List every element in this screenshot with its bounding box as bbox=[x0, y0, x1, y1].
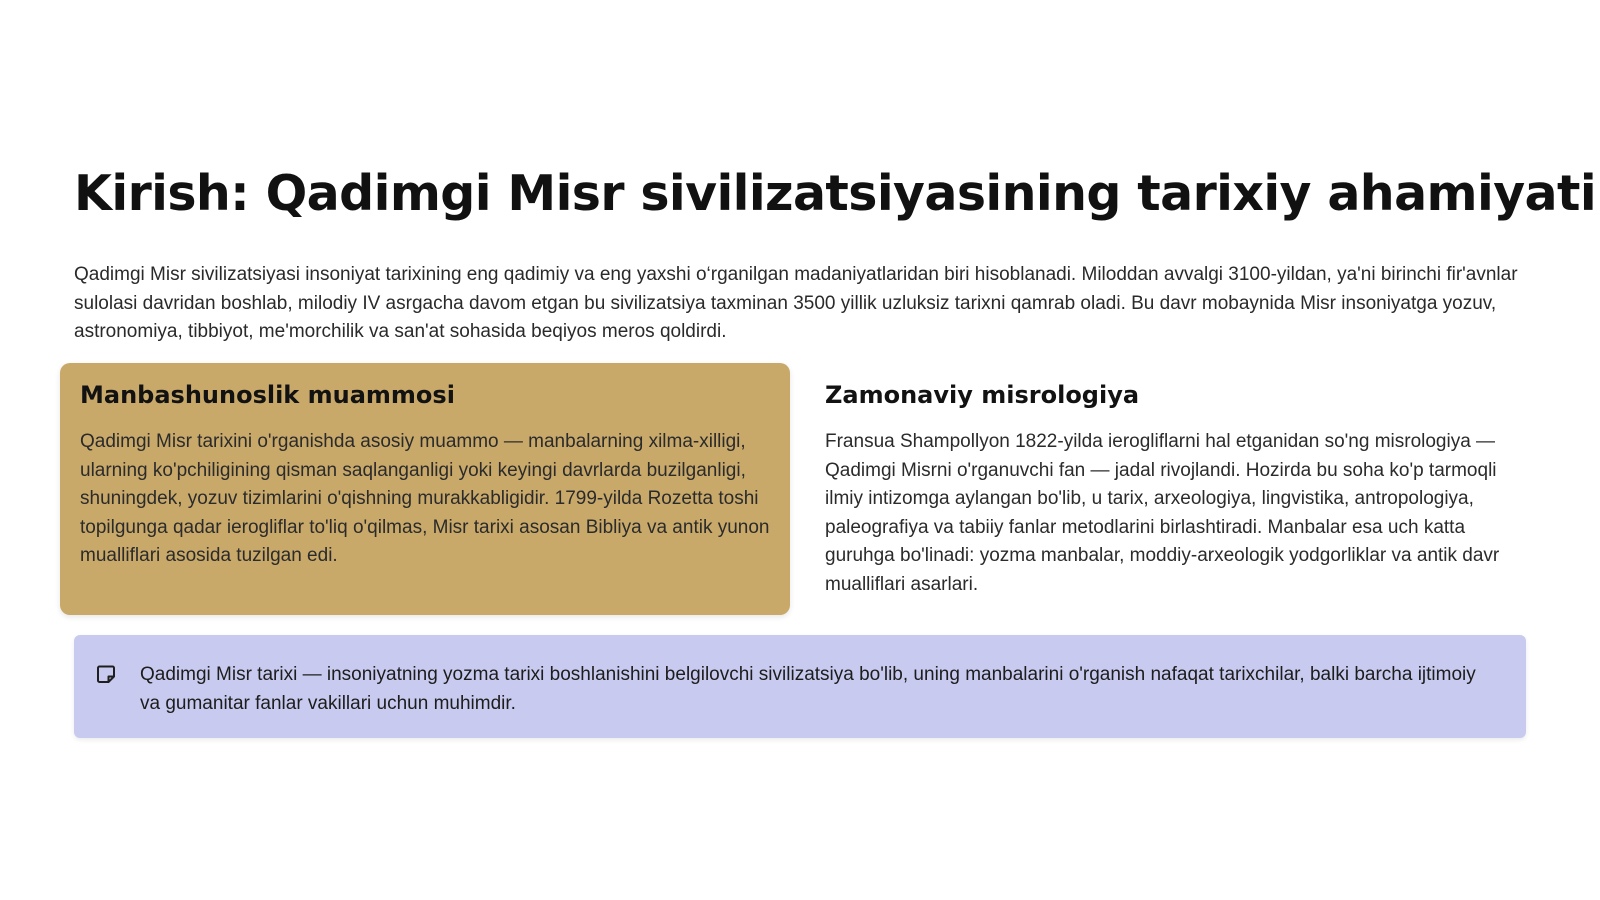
modern-egyptology-heading: Zamonaviy misrologiya bbox=[825, 381, 1140, 409]
sources-problem-text: Qadimgi Misr tarixini o'rganishda asosiy muammo — manbalarning xilma-xilligi, ularning ko'pchiligining qisman saqlanganligi yoki keyingi davrlarda buzilganligi, shuningdek, yozuv tizimlarini o'qishning murakkabligidir. 1799-yilda Rozetta toshi topilgunga qadar ierogliflar to'liq o'qilmas, Misr tarixi asosan Bibliya va antik yunon mualliflari asosida tuzilgan edi. bbox=[80, 431, 770, 566]
sources-problem-heading: Manbashunoslik muammosi bbox=[80, 381, 455, 409]
note-text: Qadimgi Misr tarixi — insoniyatning yozma tarixi boshlanishini belgilovchi sivilizatsiya bo'lib, uning manbalarini o'rganish nafaqat tarixchilar, balki barcha ijtimoiy va gumanitar fanlar vakillari uchun muhimdir. bbox=[140, 664, 1476, 714]
note-icon bbox=[96, 664, 116, 684]
modern-egyptology-section bbox=[825, 363, 1535, 599]
modern-egyptology-text: Fransua Shampollyon 1822-yilda ierogliflarni hal etganidan so'ng misrologiya — Qadimgi Misrni o'rganuvchi fan — jadal rivojlandi. Hozirda bu soha ko'p tarmoqli ilmiy intizomga aylangan bo'lib, u tarix, arxeologiya, lingvistika, antropologiya, paleografiya va tabiiy fanlar metodlarini birlashtiradi. Manbalar esa uch katta guruhga bo'linadi: yozma manbalar, moddiy-arxeologik yodgorliklar va antik davr mualliflari asarlari. bbox=[825, 431, 1500, 595]
sources-problem-card bbox=[60, 363, 790, 615]
slide-title: Kirish: Qadimgi Misr sivilizatsiyasining tarixiy ahamiyati bbox=[74, 165, 1597, 222]
note-callout bbox=[74, 635, 1526, 738]
intro-paragraph: Qadimgi Misr sivilizatsiyasi insoniyat tarixining eng qadimiy va eng yaxshi o‘rganilgan madaniyatlaridan biri hisoblanadi. Miloddan avvalgi 3100-yildan, ya'ni birinchi fir'avnlar sulolasi davridan boshlab, milodiy IV asrgacha davom etgan bu sivilizatsiya taxminan 3500 yillik uzluksiz tarixni qamrab oladi. Bu davr mobaynida Misr insoniyatga yozuv, astronomiya, tibbiyot, me'morchilik va san'at sohasida beqiyos meros qoldirdi. bbox=[74, 264, 1518, 342]
